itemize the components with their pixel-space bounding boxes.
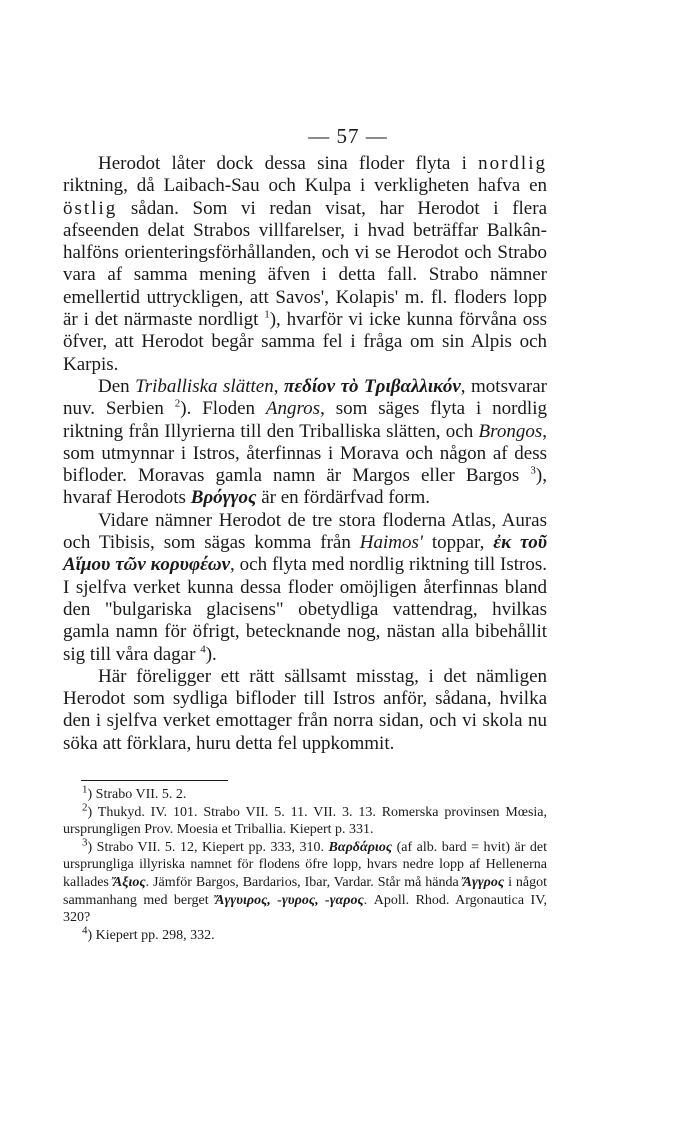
greek-text: Βρόγγος xyxy=(190,487,257,509)
footnote-ref-2: 2 xyxy=(174,397,181,410)
spaced-word: nordlig xyxy=(478,153,547,174)
italic-term: Triballiska slätten xyxy=(135,375,274,397)
greek-text: Ἄγγυιρος, -γυρος, -γαρος xyxy=(215,892,364,908)
footnote-2: $^2$) Thukyd. IV. 101. Strabo VII. 5. 11. VII. 3. 13. Romerska provinsen Mœsia, ursprungligen Prov. Moesia et Triballia. Kiepert p. 331. xyxy=(63,800,547,838)
footnotes xyxy=(63,783,548,944)
footnote-mark: 1 xyxy=(82,783,88,796)
greek-text: Βαρδάριος xyxy=(328,839,393,855)
footnote-mark: 4 xyxy=(82,924,88,937)
footnote-divider xyxy=(81,780,228,781)
paragraph-2: Den Triballiska slätten, πεδίον τὸ Τριβαλλικόν, motsvarar nuv. Serbien $^2$). Floden Angros, som säges flyta i nordlig riktning från Illyrierna till den Triballiska slätten, och Brongos, som utmynnar i Istros, återfinnas i Morava och någon af dess bifloder. Moravas gamla namn är Margos eller Bargos $^3$), hvaraf Herodots Βρόγγος är en fördärfvad form. xyxy=(63,375,548,509)
page-number: — 57 — xyxy=(308,124,388,148)
main-text xyxy=(63,153,547,755)
footnote-3: $^3$) Strabo VII. 5. 12, Kiepert pp. 333, 310. Βαρδάριος (af alb. bard = hvit) är det ursprungliga illyriska namnet för flodens öfre lopp, hvars nedre lopp af Hellenerna kallades Ἄξιος. Jämför Bargos, Bardarios, Ibar, Vardar. Står må hända Ἄγγρος i något sammanhang med berget Ἄγγυιρος, -γυρος, -γαρος. Apoll. Rhod. Argonautica IV, 320? xyxy=(63,836,548,926)
footnote-4: $^4$) Kiepert pp. 298, 332. xyxy=(82,924,215,943)
paragraph-1: Herodot låter dock dessa sina floder flyta i nordlig riktning, då Laibach-Sau och Kulpa i verkligheten hafva en östlig sådan. Som vi redan visat, har Herodot i flera afseenden delat Strabos villfarelser, i hvad beträffar Balkân-halföns orienteringsförhållanden, och vi se Herodot och Strabo vara af samma mening äfven i detta fall. Strabo nämner emellertid uttryckligen, att Savos', Kolapis' m. fl. floders lopp är i det närmaste nordligt $^1$), hvarför vi icke kunna förvåna oss öfver, att Herodot begår samma fel i fråga om sin Alpis och Karpis. xyxy=(63,153,547,375)
italic-term: Angros xyxy=(265,398,321,420)
footnote-ref-4: 4 xyxy=(200,643,206,656)
paragraph-3: Vidare nämner Herodot de tre stora floderna Atlas, Auras och Tibisis, som sägas komma från Haimos' toppar, ἐκ τοῦ Αἵμου τῶν κορυφέων, och flyta med nordlig riktning till Istros. I sjelfva verket kunna dessa floder omöjligen återfinnas bland den "bulgariska glacisens" obetydliga vattendrag, hvilkas gamla namn för öfrigt, betecknande nog, nästan alla bibehållit sig till våra dagar $^4$). xyxy=(63,509,548,665)
greek-text: Ἄξιος xyxy=(112,874,146,890)
footnote-ref-1: 1 xyxy=(264,308,270,321)
footnote-ref-3: 3 xyxy=(530,464,536,477)
paragraph-4: Här föreligger ett rätt sällsamt misstag, i det nämligen Herodot som sydliga bifloder till Istros anför, sådana, hvilka den i sjelfva verket emottager från norra sidan, och vi skola nu söka att förklara, huru detta fel uppkommit. xyxy=(63,665,547,754)
footnote-1: $^1$) Strabo VII. 5. 2. xyxy=(82,783,187,802)
greek-text: Ἄγγρος xyxy=(462,874,505,890)
footnote-mark: 2 xyxy=(82,800,88,813)
spaced-word: östlig xyxy=(63,197,118,219)
greek-text: πεδίον τὸ Τριβαλλικόν xyxy=(283,375,461,397)
footnote-mark: 3 xyxy=(82,836,88,849)
italic-term: Brongos xyxy=(478,420,543,442)
italic-term: Haimos' xyxy=(359,532,423,554)
greek-text: ἐκ τοῦ Αἵμου τῶν κορυφέων xyxy=(63,532,548,576)
